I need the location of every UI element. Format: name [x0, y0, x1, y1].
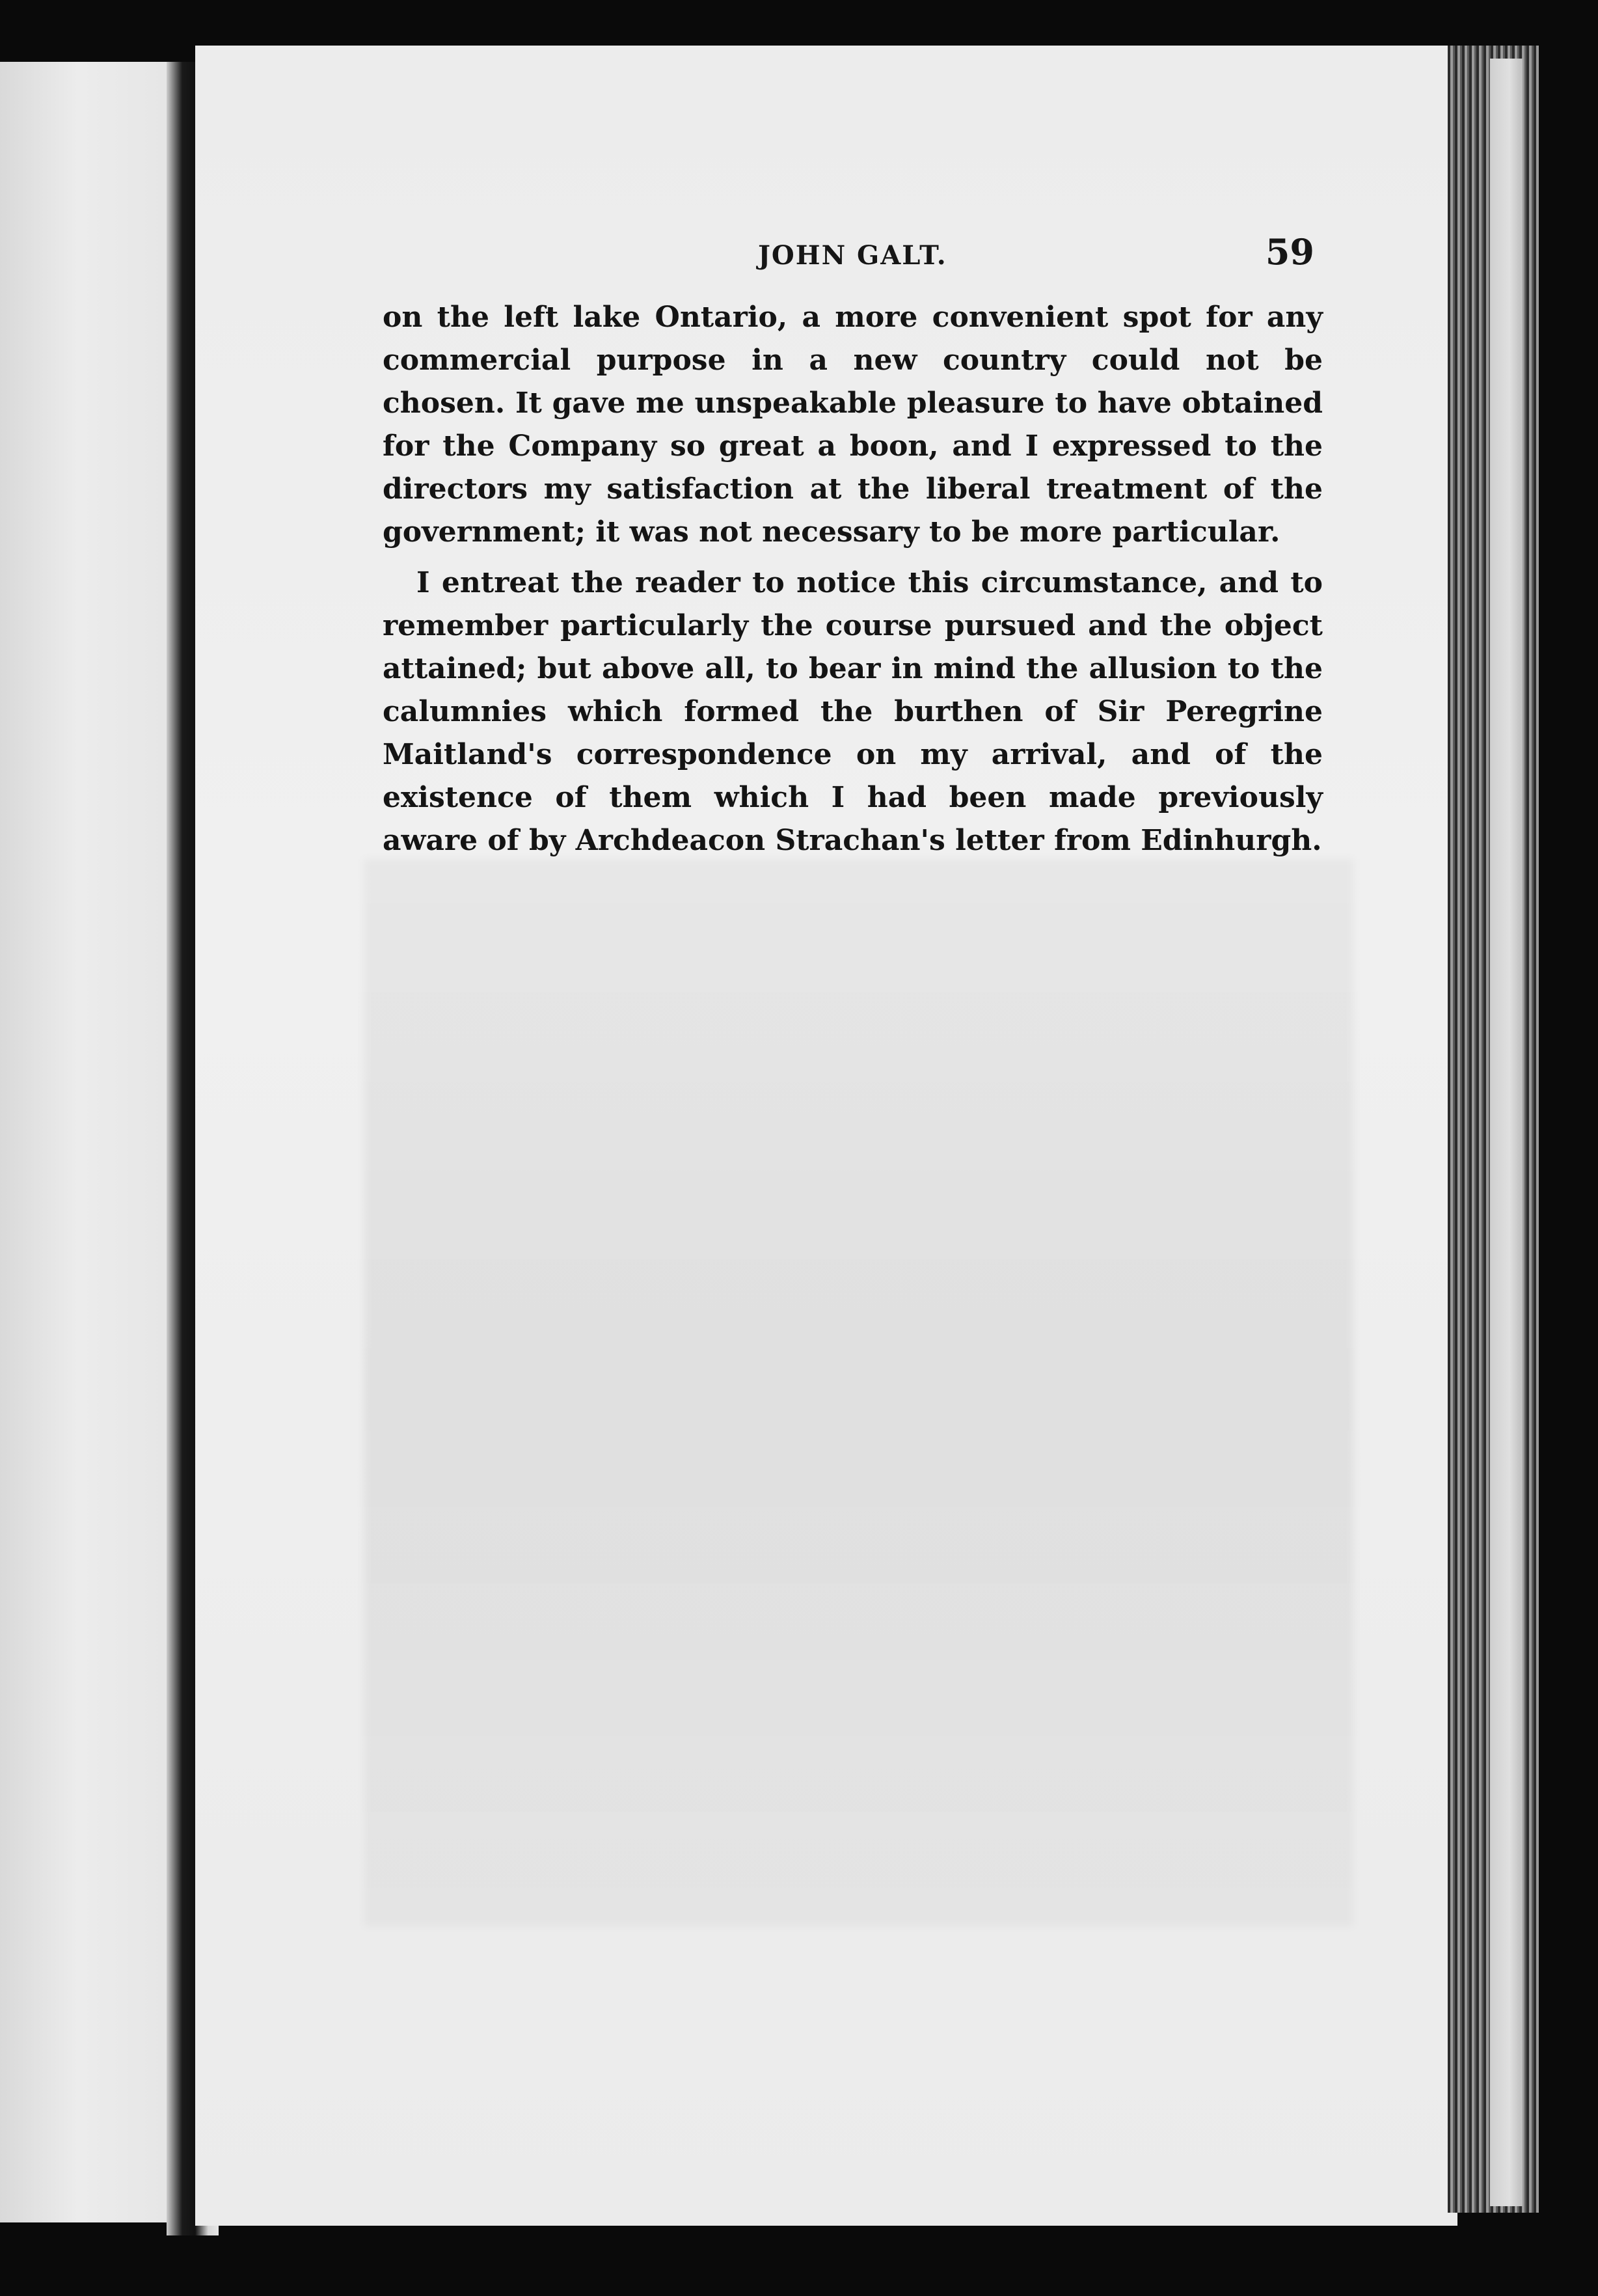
show-through-from-reverse [364, 859, 1353, 1926]
body-text [383, 296, 1323, 870]
page-number: 59 [1265, 231, 1314, 273]
page-header [364, 231, 1314, 283]
previous-page-edge [0, 62, 195, 2222]
running-head: JOHN GALT. [758, 240, 947, 271]
paragraph: I entreat the reader to notice this circumstance, and to remember particularly the course pursued and the object attained; but above all, to bear in mind the allusion to the calumnies which formed the burthen of Sir Peregrine Maitland's correspondence on my arrival, and of the existence of them which I had been made previously aware of by Archdeacon Strachan's letter from Edinhurgh. [383, 566, 1323, 857]
paragraph: on the left lake Ontario, a more convenient spot for any commercial purpose in a new country could not be chosen. It gave me unspeakable pleasure to have obtained for the Company so great a boon, and I expressed to the directors my satisfaction at the liberal treatment of the government; it was not necessary to be more particular. [383, 301, 1323, 549]
page-edges-highlight [1490, 59, 1523, 2206]
